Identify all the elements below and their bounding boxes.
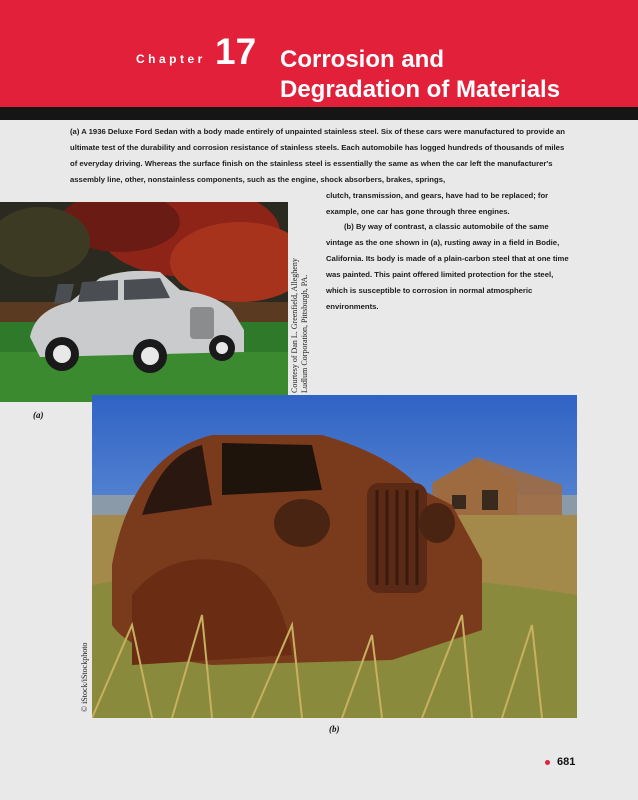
page-number: 681 xyxy=(557,756,576,768)
figure-a-label: (a) xyxy=(33,410,44,420)
caption-part-a-continued: clutch, transmission, and gears, have had to be replaced; for example, one car has gone through three engines. xyxy=(326,191,549,216)
chapter-number: 17 xyxy=(215,31,257,72)
photo-stainless-steel-car xyxy=(0,202,288,402)
caption-part-b: (b) By way of contrast, a classic automobile of the same vintage as the one shown in (a), rusting away in a field in Bodie, California. Its body is made of a plain-carbon steel that at one time was painted. This paint offered limited protection for the steel, which is susceptible to corrosion in normal atmospheric environments. xyxy=(326,222,569,311)
caption-part-a: (a) A 1936 Deluxe Ford Sedan with a body made entirely of unpainted stainless steel. Six of these cars were manufactured to provide an ultimate test of the durability and corrosion resistance of stainless steels. Each automobile has logged hundreds of thousands of miles of everyday driving. Whereas the surface finish on the stainless steel is essentially the same as when the car left the manufacturer's assembly line, other, nonstainless components, such as the engine, shock absorbers, brakes, springs, xyxy=(70,127,565,184)
chapter-title: Corrosion and Degradation of Materials xyxy=(280,46,561,103)
chapter-word: Chapter xyxy=(136,52,206,66)
figure-b-label: (b) xyxy=(329,724,340,734)
banner-rule xyxy=(0,107,638,120)
page-marker-dot xyxy=(545,760,550,765)
photo-rusted-car xyxy=(92,395,577,718)
photo-b-credit: © iStock/iStockphoto xyxy=(80,642,89,712)
photo-a-credit: Courtesy of Dan L. Greenfield, Allegheny Ludlum Corporation, Pittsburgh, PA. xyxy=(290,258,309,393)
